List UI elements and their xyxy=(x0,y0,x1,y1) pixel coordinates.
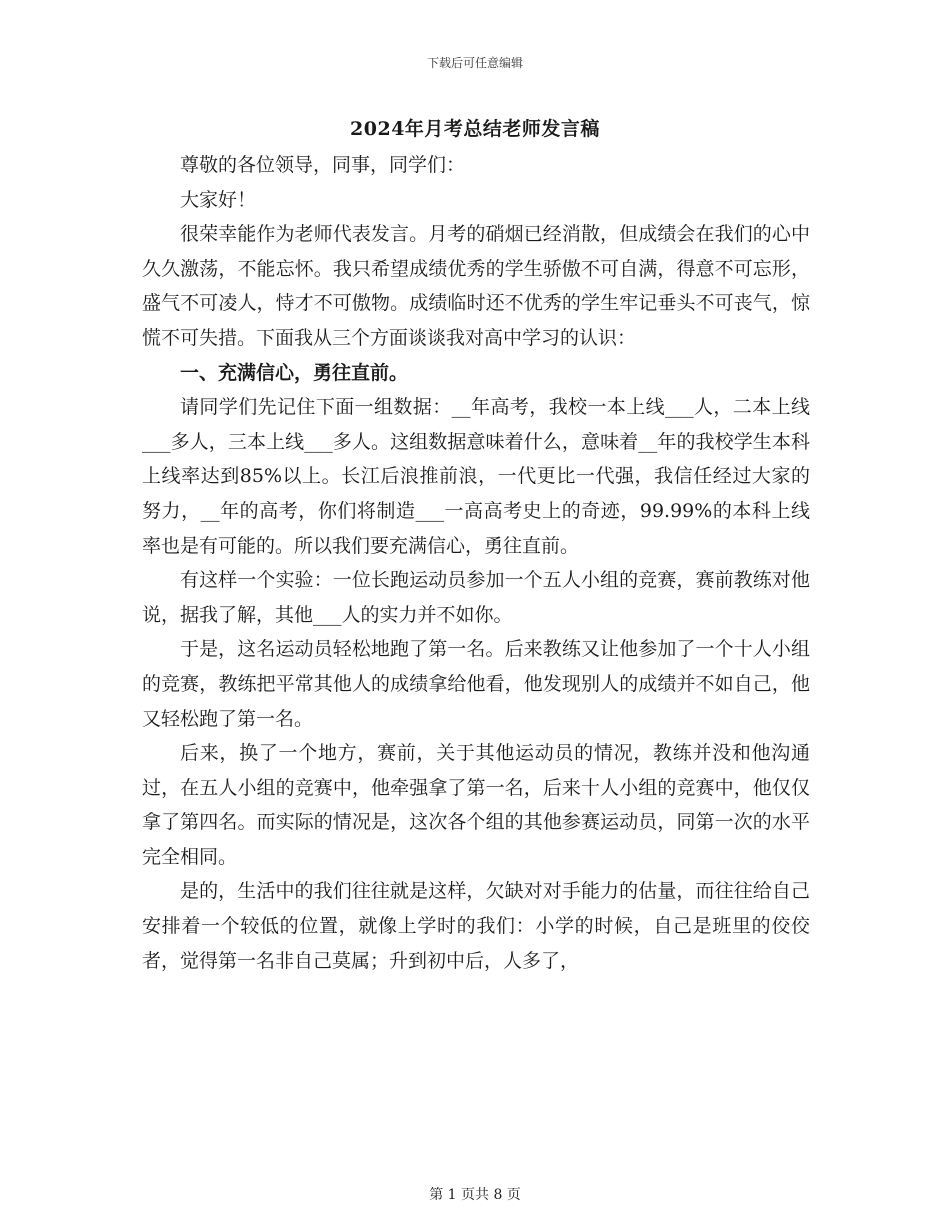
body-paragraph: 后来，换了一个地方，赛前，关于其他运动员的情况，教练并没和他沟通过，在五人小组的竞赛中，他牵强拿了第一名，后来十人小组的竞赛中，他仅仅拿了第四名。而实际的情况是，这次各个组的其他参赛运动员，同第一次的水平完全相同。 xyxy=(142,742,810,868)
body-paragraph: 请同学们先记住下面一组数据：__年高考，我校一本上线___人，二本上线___多人，三本上线___多人。这组数据意味着什么，意味着__年的我校学生本科上线率达到85%以上。长江后浪推前浪，一代更比一代强，我信任经过大家的努力，__年的高考，你们将制造___一高高考史上的奇迹，99.99%的本科上线率也是有可能的。所以我们要充满信心，勇往直前。 xyxy=(142,396,810,557)
salutation-paragraph: 尊敬的各位领导，同事，同学们： xyxy=(180,154,466,176)
page-header: 下载后可任意编辑 xyxy=(426,56,523,70)
page-footer: 第 1 页共 8 页 xyxy=(429,1187,521,1203)
section-heading: 一、充满信心，勇往直前。 xyxy=(180,361,409,384)
body-paragraph: 于是，这名运动员轻松地跑了第一名。后来教练又让他参加了一个十人小组的竞赛，教练把平常其他人的成绩拿给他看，他发现别人的成绩并不如自己，他又轻松跑了第一名。 xyxy=(142,638,810,730)
document-body xyxy=(142,148,810,978)
body-paragraph: 是的，生活中的我们往往就是这样，欠缺对对手能力的估量，而往往给自己安排着一个较低的位置，就像上学时的我们：小学的时候，自己是班里的佼佼者，觉得第一名非自己莫属；升到初中后，人多了， xyxy=(142,880,810,972)
greeting-paragraph: 大家好！ xyxy=(180,188,257,211)
document-title: 2024年月考总结老师发言稿 xyxy=(350,118,600,140)
body-paragraph: 有这样一个实验：一位长跑运动员参加一个五人小组的竞赛，赛前教练对他说，据我了解，其他___人的实力并不如你。 xyxy=(142,569,810,626)
intro-paragraph: 很荣幸能作为老师代表发言。月考的硝烟已经消散，但成绩会在我们的心中久久激荡，不能忘怀。我只希望成绩优秀的学生骄傲不可自满，得意不可忘形，盛气不可凌人，恃才不可傲物。成绩临时还不优秀的学生牢记垂头不可丧气，惊慌不可失措。下面我从三个方面谈谈我对高中学习的认识： xyxy=(142,223,810,349)
